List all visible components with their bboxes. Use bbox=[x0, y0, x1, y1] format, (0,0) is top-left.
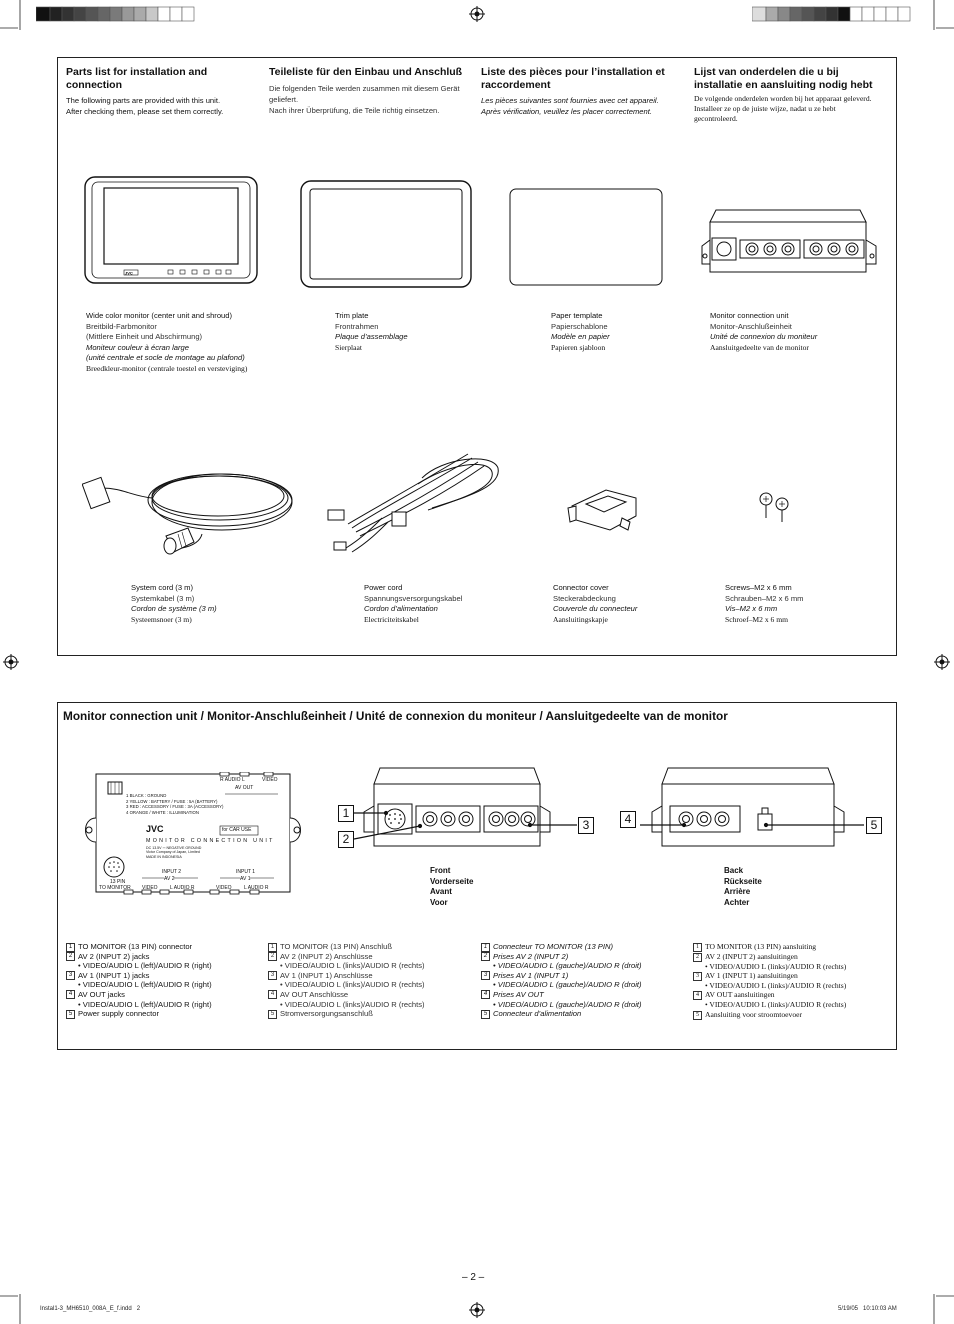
list-item: 1 Connecteur TO MONITOR (13 PIN) bbox=[481, 942, 686, 952]
caption-nl: Papieren sjabloon bbox=[551, 342, 606, 352]
caption-de: Schrauben–M2 x 6 mm bbox=[725, 593, 804, 603]
list-item: 1 TO MONITOR (13 PIN) aansluiting bbox=[693, 942, 888, 952]
spec-line: DC 13.5V ⎓ NEGATIVE GROUND bbox=[146, 846, 202, 850]
back-labels bbox=[724, 866, 762, 908]
list-item: 5 Power supply connector bbox=[66, 1009, 266, 1019]
list-item: 1 TO MONITOR (13 PIN) connector bbox=[66, 942, 266, 952]
parts-title-en: Parts list for installation and connection bbox=[66, 66, 208, 91]
list-item: 2 AV 2 (INPUT 2) jacks bbox=[66, 952, 266, 962]
label-av2-audio: L AUDIO R bbox=[170, 885, 195, 891]
parts-body-fr-1: Les pièces suivantes sont fournies avec cet appareil. bbox=[481, 96, 659, 105]
parts-column-en bbox=[66, 66, 256, 117]
list-item: 3 AV 1 (INPUT 1) jacks bbox=[66, 971, 266, 981]
caption-fr: Cordon d’alimentation bbox=[364, 604, 438, 613]
label-av-out: AV OUT bbox=[235, 785, 254, 791]
caption-de: Steckerabdeckung bbox=[553, 593, 616, 603]
caption-fr: Plaque d’assemblage bbox=[335, 332, 408, 341]
callout-1: 1 bbox=[338, 805, 354, 822]
trim-plate-illustration bbox=[300, 180, 472, 288]
parts-column-fr bbox=[481, 66, 686, 117]
label-av2-video: VIDEO bbox=[142, 885, 158, 891]
label-av1-video: VIDEO bbox=[216, 885, 232, 891]
system-cord-illustration bbox=[82, 452, 296, 560]
parts-body-en-2: After checking them, please set them correctly. bbox=[66, 107, 224, 116]
caption-system-cord bbox=[131, 583, 281, 625]
front-de: Vorderseite bbox=[430, 876, 474, 886]
registration-mark-icon bbox=[469, 6, 485, 22]
label-to-monitor: TO MONITOR bbox=[99, 885, 131, 891]
parts-body-de-2: Nach ihrer Überprüfung, die Teile richtig einsetzen. bbox=[269, 105, 440, 115]
caption-fr: Vis–M2 x 6 mm bbox=[725, 604, 778, 613]
power-cord-illustration bbox=[322, 448, 504, 558]
calibration-bar-icon bbox=[36, 6, 202, 20]
caption-de-2: (Mittlere Einheit und Abschirmung) bbox=[86, 332, 203, 341]
caption-paper-template bbox=[551, 311, 691, 353]
caption-nl: Sierplaat bbox=[335, 342, 362, 352]
parts-body-nl-1: De volgende onderdelen worden bij het apparaat geleverd. bbox=[694, 94, 872, 103]
footer-filename: Instal1-3_MH6510_008A_E_f.indd 2 bbox=[40, 1306, 141, 1312]
monitor-connection-unit-illustration bbox=[700, 206, 878, 276]
list-item: 3 AV 1 (INPUT 1) aansluitingen bbox=[693, 971, 888, 981]
front-labels bbox=[430, 866, 473, 908]
caption-de: Systemkabel (3 m) bbox=[131, 593, 195, 603]
caption-en: Trim plate bbox=[335, 311, 369, 320]
made-line: MADE IN INDONESIA bbox=[146, 854, 182, 859]
wire-2: 2 YELLOW : BATTERY / FUSE : 5A (BATTERY) bbox=[126, 798, 218, 804]
label-spec bbox=[146, 846, 201, 859]
calibration-bar-icon bbox=[752, 6, 922, 27]
caption-connector-cover bbox=[553, 583, 703, 625]
parts-body-fr-2: Après vérification, veuillez les placer correctement. bbox=[481, 107, 652, 116]
parts-title-nl: Lijst van onderdelen die u bij installatie en aansluiting nodig hebt bbox=[694, 66, 873, 91]
list-subitem: • VIDEO/AUDIO L (links)/AUDIO R (rechts) bbox=[280, 999, 425, 1009]
back-view-diagram bbox=[620, 762, 890, 858]
callout-5: 5 bbox=[866, 817, 882, 834]
label-13pin: 13 PIN bbox=[110, 879, 126, 885]
caption-nl: Aansluitgedeelte van de monitor bbox=[710, 342, 809, 352]
caption-de: Breitbild-Farbmonitor bbox=[86, 321, 157, 331]
caption-nl: Breedkleur-monitor (centrale toestel en versteviging) bbox=[86, 363, 248, 373]
caption-screws bbox=[725, 583, 875, 625]
caption-nl: Aansluitingskapje bbox=[553, 614, 608, 624]
label-unit-name: MONITOR CONNECTION UNIT bbox=[146, 838, 275, 844]
list-de bbox=[268, 942, 473, 1019]
registration-mark-icon bbox=[3, 654, 19, 670]
label-wires bbox=[126, 793, 223, 815]
front-view-diagram bbox=[334, 762, 606, 858]
wire-4: 4 ORANGE / WHITE : ILLUMINATION bbox=[126, 809, 199, 815]
list-subitem: • VIDEO/AUDIO L (links)/AUDIO R (rechts) bbox=[705, 980, 847, 990]
back-de: Rückseite bbox=[724, 876, 762, 886]
parts-body-en-1: The following parts are provided with this unit. bbox=[66, 96, 221, 105]
list-en bbox=[66, 942, 266, 1019]
registration-mark-icon bbox=[469, 1302, 485, 1318]
list-subitem: • VIDEO/AUDIO L (links)/AUDIO R (rechts) bbox=[280, 961, 425, 971]
caption-nl: Electriciteitskabel bbox=[364, 614, 419, 624]
wire-1: 1 BLACK : GROUND bbox=[126, 793, 167, 798]
caption-trim-plate bbox=[335, 311, 485, 353]
caption-de: Spannungsversorgungskabel bbox=[364, 593, 463, 603]
caption-en: Wide color monitor (center unit and shroud) bbox=[86, 311, 233, 320]
paper-template-illustration bbox=[509, 188, 663, 286]
label-input1: INPUT 1 bbox=[236, 869, 256, 875]
caption-en: Paper template bbox=[551, 311, 603, 320]
back-en: Back bbox=[724, 866, 744, 875]
list-item: 4 AV OUT jacks bbox=[66, 990, 266, 1000]
list-item: 5 Aansluiting voor stroomtoevoer bbox=[693, 1010, 888, 1020]
back-nl: Achter bbox=[724, 897, 750, 907]
label-brand: JVC bbox=[146, 824, 164, 834]
caption-fr: Moniteur couleur à écran large bbox=[86, 342, 189, 352]
callout-3: 3 bbox=[578, 817, 594, 834]
caption-en: Monitor connection unit bbox=[710, 311, 789, 320]
caption-nl: Schroef–M2 x 6 mm bbox=[725, 614, 789, 624]
svg-text:JVC: JVC bbox=[125, 270, 133, 276]
caption-fr-2: (unité centrale et socle de montage au plafond) bbox=[86, 353, 245, 362]
front-en: Front bbox=[430, 866, 451, 875]
caption-fr: Cordon de système (3 m) bbox=[131, 604, 217, 613]
list-subitem: • VIDEO/AUDIO L (left)/AUDIO R (right) bbox=[78, 999, 212, 1009]
connection-unit-label-diagram bbox=[80, 772, 306, 902]
list-item: 5 Stromversorgungsanschluß bbox=[268, 1009, 473, 1019]
wire-3: 3 RED : ACCESSORY / FUSE : 3A (ACCESSORY) bbox=[126, 804, 224, 809]
screws-illustration bbox=[756, 490, 796, 524]
list-item: 2 Prises AV 2 (INPUT 2) bbox=[481, 952, 686, 962]
caption-fr: Unité de connexion du moniteur bbox=[710, 332, 818, 341]
parts-column-nl bbox=[694, 66, 874, 124]
caption-de: Frontrahmen bbox=[335, 321, 379, 331]
list-subitem: • VIDEO/AUDIO L (left)/AUDIO R (right) bbox=[78, 961, 212, 971]
connector-cover-illustration bbox=[566, 486, 640, 534]
list-subitem: • VIDEO/AUDIO L (gauche)/AUDIO R (droit) bbox=[493, 999, 642, 1009]
caption-wide-monitor bbox=[86, 311, 286, 374]
caption-de: Papierschablone bbox=[551, 321, 608, 331]
caption-en: Screws–M2 x 6 mm bbox=[725, 583, 792, 592]
footer-timestamp: 5/19/05 10:10:03 AM bbox=[838, 1306, 897, 1312]
list-item: 1 TO MONITOR (13 PIN) Anschluß bbox=[268, 942, 473, 952]
list-subitem: • VIDEO/AUDIO L (links)/AUDIO R (rechts) bbox=[280, 980, 425, 990]
list-subitem: • VIDEO/AUDIO L (links)/AUDIO R (rechts) bbox=[705, 961, 847, 971]
caption-fr: Modèle en papier bbox=[551, 332, 610, 341]
wide-monitor-illustration bbox=[84, 176, 258, 284]
caption-en: System cord (3 m) bbox=[131, 583, 194, 592]
list-subitem: • VIDEO/AUDIO L (links)/AUDIO R (rechts) bbox=[705, 1000, 847, 1010]
list-fr bbox=[481, 942, 686, 1019]
callout-2: 2 bbox=[338, 831, 354, 848]
label-video: VIDEO bbox=[262, 777, 278, 783]
front-fr: Avant bbox=[430, 887, 452, 896]
list-subitem: • VIDEO/AUDIO L (gauche)/AUDIO R (droit) bbox=[493, 980, 642, 990]
label-av1-audio: L AUDIO R bbox=[244, 885, 269, 891]
list-item: 3 AV 1 (INPUT 1) Anschlüsse bbox=[268, 971, 473, 981]
parts-body-nl-2: Installeer ze op de juiste wijze, nadat u ze hebt gecontroleerd. bbox=[694, 104, 836, 123]
caption-en: Connector cover bbox=[553, 583, 609, 592]
maker-line: Victor Company of Japan, Limited bbox=[146, 850, 200, 855]
registration-mark-icon bbox=[934, 654, 950, 670]
label-audio: R AUDIO L bbox=[220, 777, 245, 783]
back-fr: Arrière bbox=[724, 887, 751, 896]
label-input2: INPUT 2 bbox=[162, 869, 182, 875]
list-item: 2 AV 2 (INPUT 2) aansluitingen bbox=[693, 952, 888, 962]
list-subitem: • VIDEO/AUDIO L (gauche)/AUDIO R (droit) bbox=[493, 961, 642, 971]
caption-power-cord bbox=[364, 583, 524, 625]
section-title: Monitor connection unit / Monitor-Anschlußeinheit / Unité de connexion du moniteur / Aansluitgedeelte van de monitor bbox=[63, 709, 728, 723]
parts-body-de-1: Die folgenden Teile werden zusammen mit diesem Gerät geliefert. bbox=[269, 83, 460, 104]
label-car-use: for CAR USE bbox=[222, 827, 252, 833]
callout-4: 4 bbox=[620, 811, 636, 828]
label-av1: AV 1 bbox=[240, 876, 251, 882]
caption-fr: Couvercle du connecteur bbox=[553, 604, 638, 613]
parts-column-de bbox=[269, 66, 474, 116]
caption-monitor-connection-unit bbox=[710, 311, 885, 353]
list-nl bbox=[693, 942, 888, 1020]
caption-nl: Systeemsnoer (3 m) bbox=[131, 614, 192, 624]
parts-title-de: Teileliste für den Einbau und Anschluß bbox=[269, 66, 463, 78]
parts-title-fr: Liste des pièces pour l’installation et raccordement bbox=[481, 66, 665, 91]
list-item: 2 AV 2 (INPUT 2) Anschlüsse bbox=[268, 952, 473, 962]
list-item: 5 Connecteur d’alimentation bbox=[481, 1009, 686, 1019]
list-item: 4 AV OUT aansluitingen bbox=[693, 990, 888, 1000]
list-item: 3 Prises AV 1 (INPUT 1) bbox=[481, 971, 686, 981]
list-subitem: • VIDEO/AUDIO L (left)/AUDIO R (right) bbox=[78, 980, 212, 990]
page-number: – 2 – bbox=[462, 1272, 485, 1283]
list-item: 4 AV OUT Anschlüsse bbox=[268, 990, 473, 1000]
caption-de: Monitor-Anschlußeinheit bbox=[710, 321, 792, 331]
list-item: 4 Prises AV OUT bbox=[481, 990, 686, 1000]
label-av2: AV 2 bbox=[164, 876, 175, 882]
caption-en: Power cord bbox=[364, 583, 403, 592]
front-nl: Voor bbox=[430, 897, 448, 907]
